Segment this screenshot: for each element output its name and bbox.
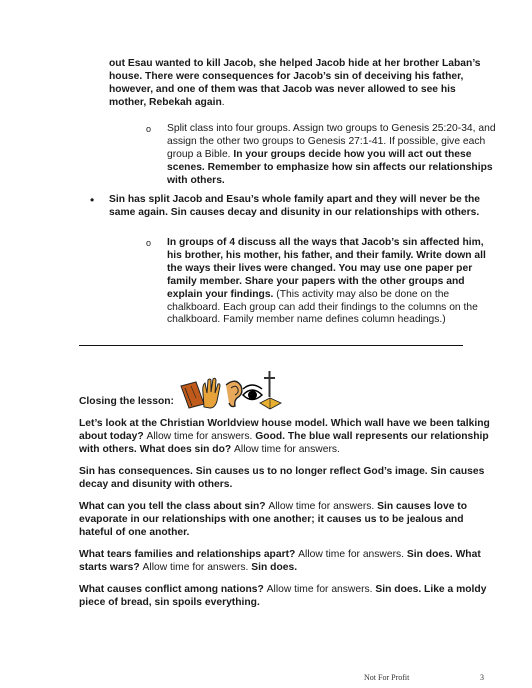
main-bullet: •: [90, 193, 95, 207]
worldview-question: Let’s look at the Christian Worldview house model. Which wall have we been talking about today?: [79, 418, 490, 442]
intro-period: .: [221, 96, 225, 108]
activity-2-note: (This activity may also be done on the chalkboard. Each group can add their findings to the columns on the chalkboard. Family member name defines column headings.): [167, 288, 478, 326]
footer-note: Not For Profit: [364, 673, 410, 682]
sin-definition-paragraph: [79, 501, 497, 540]
sin-answer: Sin causes love to evaporate in our relationships with one another; it causes us to be jealous and hateful of one another.: [79, 501, 468, 538]
worldview-blue-wall: Good. The blue wall represents our relationship with others. What does sin do?: [79, 430, 489, 455]
sin-question: What can you tell the class about sin?: [79, 501, 266, 512]
intro-paragraph: [109, 58, 494, 110]
sub-bullet-2: o: [146, 238, 152, 248]
closing-label: Closing the lesson:: [79, 396, 174, 407]
page-number: 3: [480, 673, 484, 682]
wars-question: What starts wars?: [79, 549, 481, 573]
families-answer: Sin does.: [406, 549, 453, 560]
families-prompt: Allow time for answers.: [298, 549, 405, 560]
ear-icon: [226, 381, 242, 406]
consequences-text: Sin has consequences. Sin causes us to no longer reflect God’s image. Sin causes decay and disunity with others.: [79, 466, 485, 490]
sin-split-text: Sin has split Jacob and Esau’s whole family apart and they will never be the same again. Sin causes decay and disunity in our relationships with others.: [109, 194, 480, 218]
worldview-prompt-2: Allow time for answers.: [234, 443, 340, 455]
intro-text: out Esau wanted to kill Jacob, she helped Jacob hide at her brother Laban’s house. There were consequences for Jacob’s sin of deceiving his father, however, and one of them was that Jacob was never allowed to see his mother, Rebekah again: [109, 58, 481, 108]
worldview-prompt-1: Allow time for answers.: [146, 430, 253, 442]
families-question: What tears families and relationships apart?: [79, 549, 296, 560]
bible-cross-icon: [260, 371, 281, 409]
wars-prompt: Allow time for answers.: [142, 561, 249, 573]
sub-bullet-1: o: [146, 124, 152, 134]
hand-icon: [203, 378, 220, 408]
section-divider: [79, 345, 463, 346]
sin-split-paragraph: [109, 194, 494, 220]
worldview-icons: [180, 371, 282, 411]
eye-icon: [243, 385, 262, 400]
families-paragraph: [79, 549, 497, 575]
nations-prompt: Allow time for answers.: [266, 584, 373, 595]
activity-1-instructions: Split class into four groups. Assign two groups to Genesis 25:20-34, and assign the other two groups to Genesis 27:1-41. If possible, give each group a Bible.: [167, 123, 496, 160]
activity-paragraph-1: [167, 123, 497, 188]
worldview-paragraph: [79, 418, 497, 457]
nations-question: What causes conflict among nations?: [79, 584, 264, 595]
wars-answer: Sin does.: [251, 561, 298, 573]
nations-paragraph: [79, 584, 497, 610]
activity-2-instructions: In groups of 4 discuss all the ways that Jacob’s sin affected him, his brother, his mother, his father, and their family. Write down all the ways their lives were changed. You may use one paper per family member. Share your papers with the other groups and explain your findings.: [167, 237, 486, 300]
book-icon: [181, 382, 204, 408]
consequences-paragraph: [79, 466, 497, 492]
nations-answer: Sin does. Like a moldy piece of bread, sin spoils everything.: [79, 584, 487, 608]
activity-1-group-task: In your groups decide how you will act out these scenes. Remember to emphasize how sin affects our relationships with others.: [167, 148, 493, 186]
sin-prompt: Allow time for answers.: [268, 501, 375, 512]
activity-paragraph-2: [167, 237, 497, 327]
closing-heading: [79, 396, 174, 409]
